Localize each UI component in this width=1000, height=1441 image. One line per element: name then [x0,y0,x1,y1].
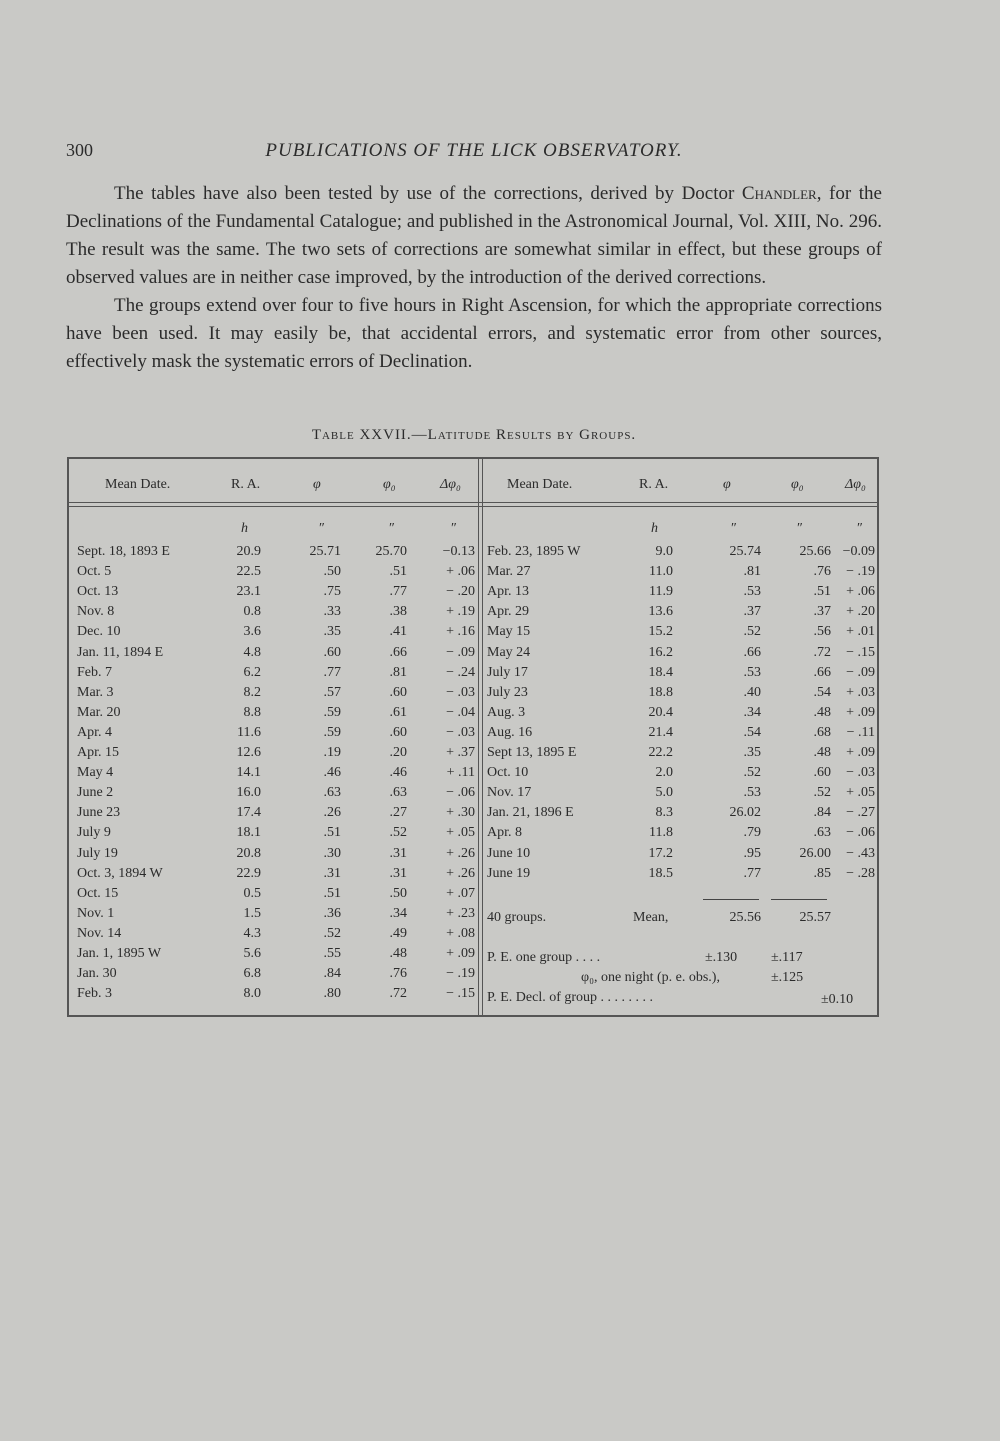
left-row-6-col-2: 4.8 [243,644,261,660]
table-caption: Table XXVII.—Latitude Results by Groups. [311,427,637,443]
left-row-15-col-3: .51 [323,825,341,841]
right-row-3-col-3: .53 [743,584,761,600]
right-row-5-col-2: 15.2 [648,624,673,640]
right-row-12-col-2: 2.0 [655,765,673,781]
left-row-10-col-1: Apr. 4 [77,724,112,740]
left-row-20-col-5: + .08 [446,925,475,941]
right-row-10-col-4: .68 [813,724,831,740]
right-row-10-col-3: .54 [743,724,761,740]
right-row-5-col-4: .56 [813,624,831,640]
right-row-17-col-3: .77 [743,865,761,881]
left-row-22-col-2: 6.8 [243,966,261,982]
right-row-9-col-4: .48 [813,704,831,720]
unit-dphi0-left: ″ [451,521,457,536]
left-row-9-col-4: .61 [389,704,407,720]
left-row-11-col-2: 12.6 [236,745,261,760]
right-row-9-col-2: 20.4 [648,704,673,720]
left-row-20-col-3: .52 [323,925,341,941]
unit-phi0-left: ″ [389,521,395,536]
left-row-17-col-2: 22.9 [236,865,261,881]
left-row-7-col-4: .81 [389,664,407,680]
page-number: 300 [66,140,93,160]
right-row-13-col-1: Nov. 17 [487,785,532,801]
left-row-18-col-5: + .07 [446,885,475,901]
header-dphi0-left: Δφ₀ [440,477,461,492]
right-row-15-col-4: .63 [813,825,831,841]
left-row-6-col-1: Jan. 11, 1894 E [77,644,164,660]
left-row-8-col-1: Mar. 3 [77,684,114,700]
header-dphi0-right: Δφ₀ [845,477,866,492]
left-row-15-col-1: July 9 [77,825,111,841]
left-row-22-col-3: .84 [323,966,341,982]
right-row-4-col-1: Apr. 29 [487,604,529,620]
left-row-18-col-2: 0.5 [243,885,261,901]
right-row-5-col-3: .52 [743,624,761,640]
right-row-16-col-2: 17.2 [648,845,673,861]
right-row-15-col-3: .79 [743,825,761,841]
left-row-10-col-3: .59 [323,724,341,740]
left-row-1-col-3: 25.71 [309,544,341,559]
left-row-13-col-5: − .06 [446,785,475,801]
unit-phi0-right: ″ [797,521,803,536]
left-row-12-col-2: 14.1 [236,765,261,781]
mean-rule-phi0 [771,899,827,900]
right-row-13-col-3: .53 [743,785,761,801]
right-row-17-col-1: June 19 [487,865,531,881]
right-row-2-col-5: − .19 [846,564,875,580]
unit-dphi0-right: ″ [857,521,863,536]
right-row-7-col-4: .66 [813,664,831,680]
left-row-19-col-2: 1.5 [243,905,261,921]
left-row-21-col-4: .48 [389,946,407,961]
left-row-12-col-3: .46 [323,765,341,781]
right-row-3-col-2: 11.9 [649,584,673,600]
left-row-11-col-3: .19 [323,745,341,760]
left-row-5-col-2: 3.6 [243,624,261,640]
left-row-18-col-1: Oct. 15 [77,885,119,901]
right-row-16-col-5: − .43 [846,845,875,861]
unit-phi-right: ″ [731,521,737,536]
left-row-17-col-1: Oct. 3, 1894 W [77,865,163,881]
right-row-14-col-2: 8.3 [655,805,673,821]
left-row-2-col-4: .51 [389,564,407,580]
header-rule-2 [69,506,877,507]
right-row-10-col-5: − .11 [846,724,875,740]
left-row-16-col-5: + .26 [446,845,475,861]
right-row-6-col-3: .66 [743,644,761,660]
unit-phi-left: ″ [319,521,325,536]
left-row-2-col-5: + .06 [446,564,475,580]
left-row-20-col-2: 4.3 [243,925,261,941]
right-row-2-col-4: .76 [813,564,831,580]
left-row-23-col-1: Feb. 3 [77,986,112,1002]
left-row-4-col-2: 0.8 [243,604,261,620]
right-row-7-col-3: .53 [743,664,761,680]
right-row-6-col-2: 16.2 [648,644,673,660]
left-row-11-col-5: + .37 [446,745,475,760]
right-row-14-col-5: − .27 [846,805,875,821]
left-row-16-col-1: July 19 [77,845,118,861]
left-row-22-col-4: .76 [389,966,407,982]
latitude-results-table [67,457,879,1017]
unit-ra-left: h [241,521,248,536]
right-row-12-col-3: .52 [743,765,761,781]
left-row-15-col-4: .52 [389,825,407,841]
summary-mean-phi0: 25.57 [799,910,831,925]
header-rule [69,502,877,503]
left-row-3-col-1: Oct. 13 [77,584,119,600]
left-row-8-col-3: .57 [323,684,341,700]
left-row-16-col-3: .30 [323,845,341,861]
right-row-3-col-1: Apr. 13 [487,584,529,600]
running-head: PUBLICATIONS OF THE LICK OBSERVATORY. [265,140,683,161]
left-row-12-col-1: May 4 [77,765,114,781]
unit-ra-right: h [651,521,658,536]
left-row-6-col-3: .60 [323,644,341,660]
left-row-23-col-2: 8.0 [243,986,261,1002]
left-row-9-col-3: .59 [323,704,341,720]
left-row-4-col-5: + .19 [446,604,475,620]
page-header [66,140,882,166]
header-phi-left: φ [313,477,321,492]
left-row-5-col-1: Dec. 10 [77,624,121,640]
right-row-8-col-3: .40 [743,684,761,700]
right-row-4-col-2: 13.6 [648,604,673,620]
left-row-10-col-5: − .03 [446,724,475,740]
left-row-19-col-5: + .23 [446,905,475,921]
right-row-10-col-2: 21.4 [648,724,673,740]
left-row-19-col-4: .34 [389,905,407,921]
right-row-14-col-3: 26.02 [729,805,761,821]
left-row-3-col-3: .75 [323,584,341,600]
left-row-5-col-4: .41 [389,624,407,640]
left-row-3-col-2: 23.1 [236,584,261,600]
left-row-3-col-5: − .20 [446,584,475,600]
left-row-14-col-1: June 23 [77,805,121,821]
left-row-16-col-4: .31 [389,845,407,861]
right-row-5-col-1: May 15 [487,624,531,640]
left-row-9-col-1: Mar. 20 [77,704,121,720]
right-row-13-col-5: + .05 [846,785,875,801]
left-row-6-col-4: .66 [389,644,407,660]
left-row-21-col-1: Jan. 1, 1895 W [77,946,162,961]
left-row-10-col-4: .60 [389,724,407,740]
paragraph-2: The groups extend over four to five hours in Right Ascension, for which the appropriate corrections have been used. It may easily be, that accidental errors, and systematic error from other sources, effectively mask the systematic errors of Declination. [66,295,882,372]
left-row-9-col-2: 8.8 [243,704,261,720]
left-row-18-col-4: .50 [389,885,407,901]
mean-rule-phi [703,899,759,900]
left-row-15-col-5: + .05 [446,825,475,841]
author-name: Chandler [741,183,817,204]
left-row-14-col-3: .26 [323,805,341,821]
left-row-23-col-5: − .15 [446,986,475,1002]
right-row-11-col-5: + .09 [846,745,875,760]
right-row-1-col-2: 9.0 [655,544,673,559]
right-row-16-col-3: .95 [743,845,761,861]
left-row-5-col-5: + .16 [446,624,475,640]
header-ra-right: R. A. [639,477,669,492]
left-row-8-col-5: − .03 [446,684,475,700]
right-row-1-col-4: 25.66 [799,544,831,559]
right-row-13-col-4: .52 [813,785,831,801]
left-row-21-col-5: + .09 [446,946,475,961]
right-row-17-col-2: 18.5 [648,865,673,881]
left-row-23-col-3: .80 [323,986,341,1002]
right-row-17-col-5: − .28 [846,865,875,881]
left-row-14-col-2: 17.4 [236,805,261,821]
right-row-11-col-4: .48 [813,745,831,760]
left-row-22-col-5: − .19 [446,966,475,982]
left-row-13-col-2: 16.0 [236,785,261,801]
right-row-14-col-4: .84 [813,805,831,821]
right-row-2-col-3: .81 [743,564,761,580]
right-row-6-col-4: .72 [813,644,831,660]
left-row-12-col-4: .46 [389,765,407,781]
left-row-1-col-1: Sept. 18, 1893 E [77,544,170,559]
left-row-17-col-3: .31 [323,865,341,881]
right-row-14-col-1: Jan. 21, 1896 E [487,805,574,821]
left-row-18-col-3: .51 [323,885,341,901]
right-row-12-col-4: .60 [813,765,831,781]
header-phi0-left: φ₀ [383,477,396,492]
right-row-9-col-3: .34 [743,704,761,720]
left-row-2-col-1: Oct. 5 [77,564,112,580]
right-row-10-col-1: Aug. 16 [487,724,533,740]
right-row-12-col-5: − .03 [846,765,875,781]
left-row-22-col-1: Jan. 30 [77,966,117,982]
right-row-9-col-5: + .09 [846,704,875,720]
left-row-21-col-3: .55 [323,946,341,961]
left-row-4-col-3: .33 [323,604,341,620]
body-text [66,180,882,376]
summary-mean-phi: 25.56 [729,910,761,925]
right-row-4-col-4: .37 [813,604,831,620]
pe-group-label: P. E. one group . . . . [487,950,601,965]
left-row-13-col-4: .63 [389,785,407,801]
left-row-3-col-4: .77 [389,584,407,600]
left-row-23-col-4: .72 [389,986,407,1002]
left-row-4-col-1: Nov. 8 [77,604,115,620]
pe-night-label: φ₀, one night (p. e. obs.), [581,970,720,985]
pe-decl-label: P. E. Decl. of group . . . . . . . . [487,990,654,1005]
right-row-8-col-5: + .03 [846,684,875,700]
right-row-6-col-5: − .15 [846,644,875,660]
right-row-7-col-1: July 17 [487,664,528,680]
right-row-15-col-1: Apr. 8 [487,825,522,841]
right-row-7-col-2: 18.4 [648,664,673,680]
right-row-1-col-3: 25.74 [729,544,761,559]
pe-group-phi: ±.130 [705,950,738,965]
table-column-divider [478,459,483,1015]
left-row-4-col-4: .38 [389,604,407,620]
left-row-2-col-3: .50 [323,564,341,580]
left-row-21-col-2: 5.6 [243,946,261,961]
pe-decl-value: ±0.10 [821,992,854,1007]
left-row-6-col-5: − .09 [446,644,475,660]
right-row-11-col-2: 22.2 [648,745,673,760]
left-row-11-col-1: Apr. 15 [77,745,119,760]
right-row-15-col-5: − .06 [846,825,875,841]
left-row-1-col-5: −0.13 [442,544,475,559]
right-row-3-col-4: .51 [813,584,831,600]
header-ra-left: R. A. [231,477,261,492]
right-row-7-col-5: − .09 [846,664,875,680]
right-row-11-col-1: Sept 13, 1895 E [487,745,577,760]
left-row-7-col-3: .77 [323,664,341,680]
left-row-13-col-1: June 2 [77,785,114,801]
right-row-16-col-1: June 10 [487,845,531,861]
left-row-9-col-5: − .04 [446,704,475,720]
right-row-4-col-3: .37 [743,604,761,620]
left-row-2-col-2: 22.5 [236,564,261,580]
left-row-8-col-4: .60 [389,684,407,700]
left-row-7-col-2: 6.2 [243,664,261,680]
right-row-13-col-2: 5.0 [655,785,673,801]
left-row-14-col-4: .27 [389,805,407,821]
left-row-17-col-4: .31 [389,865,407,881]
header-phi-right: φ [723,477,731,492]
right-row-3-col-5: + .06 [846,584,875,600]
pe-night-value: ±.125 [771,970,804,985]
paragraph-1: The tables have also been tested by use of the corrections, derived by Doctor Chandler, for the Declinations of the Fundamental Catalogue; and published in the Astronomical Journal, Vol. XIII, No. 296. The result was the same. The two sets of corrections are somewhat similar in effect, but these groups of observed values are in neither case improved, by the introduction of the derived corrections. [66,183,882,288]
left-row-7-col-5: − .24 [446,664,475,680]
left-row-7-col-1: Feb. 7 [77,664,112,680]
right-row-16-col-4: 26.00 [799,845,831,861]
left-row-20-col-4: .49 [389,925,407,941]
summary-groups: 40 groups. [487,910,547,925]
left-row-19-col-3: .36 [323,905,341,921]
right-row-8-col-1: July 23 [487,684,528,700]
left-row-13-col-3: .63 [323,785,341,801]
right-row-12-col-1: Oct. 10 [487,765,529,781]
left-row-14-col-5: + .30 [446,805,475,821]
right-row-8-col-4: .54 [813,684,831,700]
right-row-5-col-5: + .01 [846,624,875,640]
right-row-2-col-1: Mar. 27 [487,564,531,580]
left-row-20-col-1: Nov. 14 [77,925,122,941]
summary-mean-label: Mean, [633,910,669,925]
header-mean-date-left: Mean Date. [105,477,171,492]
left-row-11-col-4: .20 [389,745,407,760]
left-row-19-col-1: Nov. 1 [77,905,115,921]
left-row-1-col-4: 25.70 [375,544,407,559]
header-phi0-right: φ₀ [791,477,804,492]
left-row-1-col-2: 20.9 [236,544,261,559]
right-row-4-col-5: + .20 [846,604,875,620]
right-row-1-col-5: −0.09 [842,544,875,559]
left-row-16-col-2: 20.8 [236,845,261,861]
right-row-11-col-3: .35 [743,745,761,760]
left-row-10-col-2: 11.6 [237,724,261,740]
pe-group-phi0: ±.117 [771,950,803,965]
left-row-17-col-5: + .26 [446,865,475,881]
left-row-15-col-2: 18.1 [236,825,261,841]
left-row-12-col-5: + .11 [446,765,475,781]
header-mean-date-right: Mean Date. [507,477,573,492]
right-row-2-col-2: 11.0 [649,564,673,580]
right-row-1-col-1: Feb. 23, 1895 W [487,544,581,559]
right-row-17-col-4: .85 [813,865,831,881]
right-row-9-col-1: Aug. 3 [487,704,526,720]
left-row-8-col-2: 8.2 [243,684,261,700]
left-row-5-col-3: .35 [323,624,341,640]
right-row-8-col-2: 18.8 [648,684,673,700]
right-row-6-col-1: May 24 [487,644,531,660]
right-row-15-col-2: 11.8 [649,825,673,841]
